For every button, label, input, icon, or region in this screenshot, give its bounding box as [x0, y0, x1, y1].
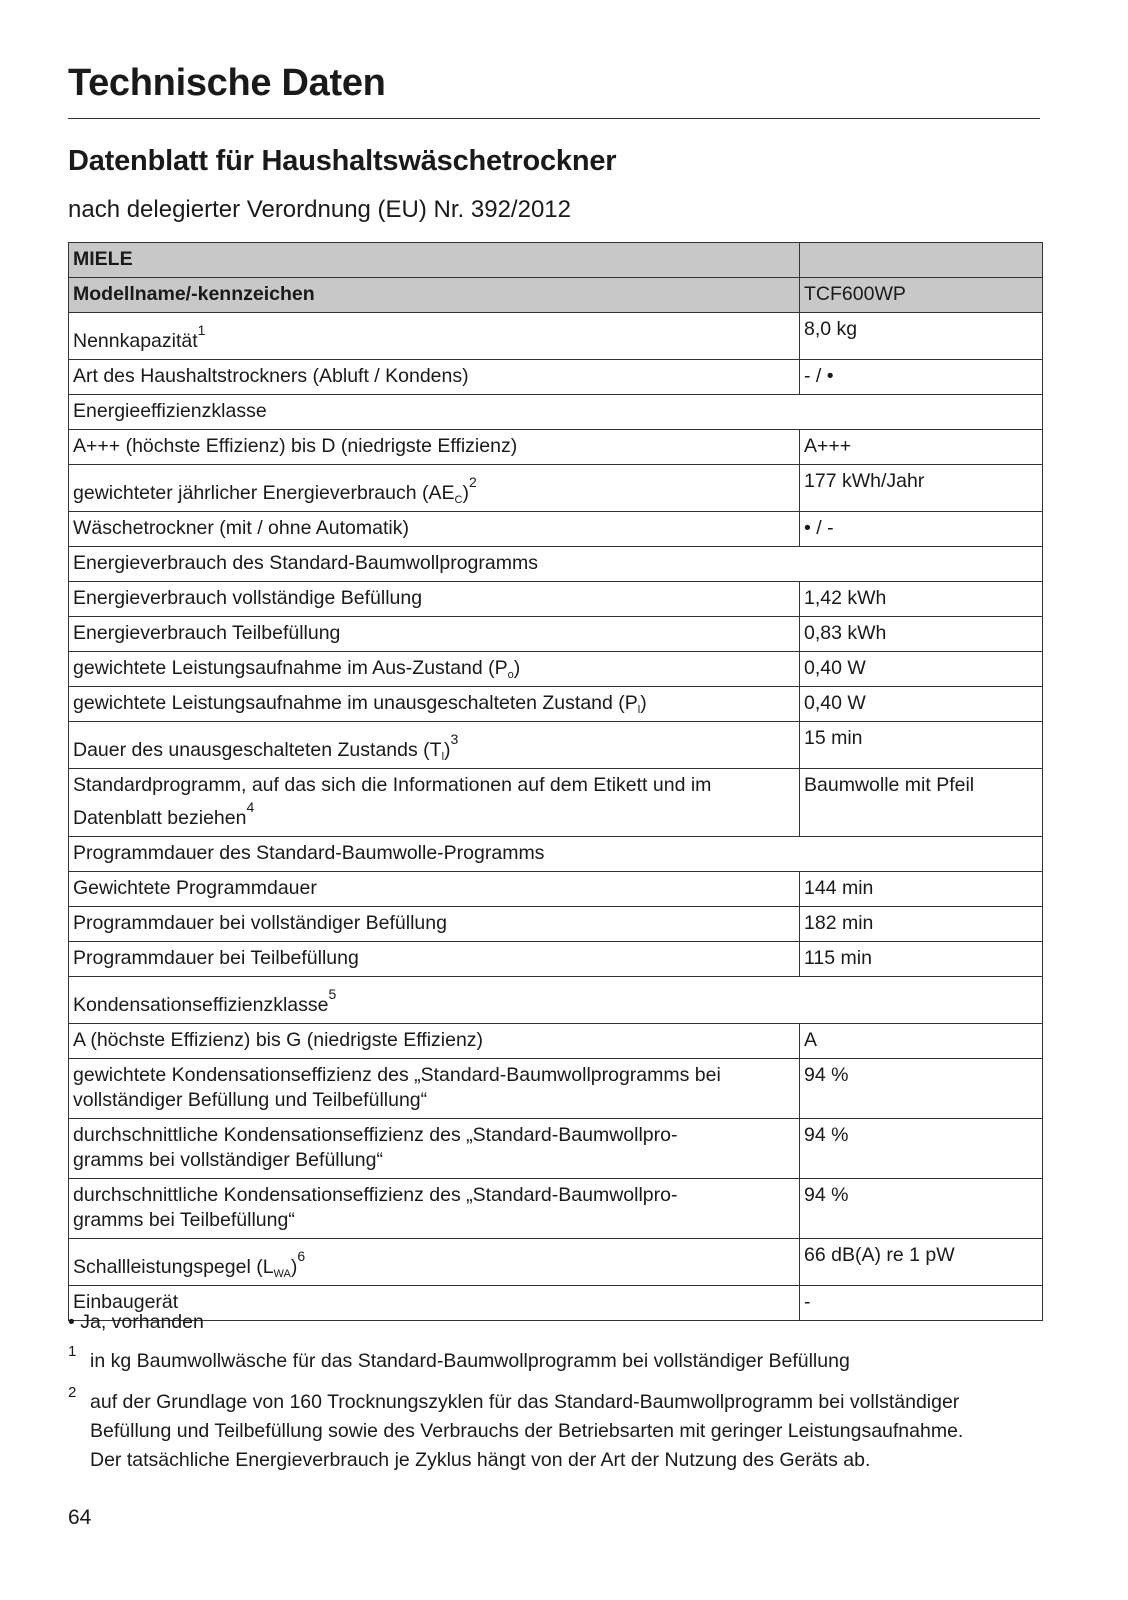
group-label: Programmdauer des Standard-Baumwolle-Programms	[69, 837, 1043, 872]
footnote-text: auf der Grundlage von 160 Trocknungszyklen für das Standard-Baumwollprogramm bei vollständiger	[90, 1391, 960, 1413]
datasheet-table	[68, 242, 1043, 1321]
table-row	[69, 872, 1043, 907]
footnote-ref: 4	[246, 799, 255, 815]
row-value: 66 dB(A) re 1 pW	[800, 1239, 1043, 1286]
table-row	[69, 313, 1043, 360]
footnotes	[68, 1308, 1040, 1475]
footnote-ref: 1	[197, 322, 206, 338]
row-value: Baumwolle mit Pfeil	[800, 769, 1043, 837]
row-label: gewichtete Kondensationseffizienz des „Standard-Baumwollprogramms bei	[73, 1064, 721, 1086]
row-label: durchschnittliche Kondensationseffizienz des „Standard-Baumwollpro-	[73, 1184, 678, 1206]
table-row	[69, 582, 1043, 617]
subscript: o	[507, 669, 514, 681]
model-label: Modellname/-kennzeichen	[69, 278, 800, 313]
row-label: gramms bei vollständiger Befüllung“	[73, 1149, 383, 1171]
footnote-text: Der tatsächliche Energieverbrauch je Zyklus hängt von der Art der Nutzung des Geräts ab.	[90, 1449, 871, 1471]
table-row: gewichtete Leistungsaufnahme im Aus-Zustand $(P_o)$ 0,40 W	[69, 652, 1043, 687]
row-value: • / -	[800, 512, 1043, 547]
row-label: Standardprogramm, auf das sich die Informationen auf dem Etikett und im	[73, 774, 712, 796]
footnote-text: in kg Baumwollwäsche für das Standard-Baumwollprogramm bei vollständiger Befüllung	[90, 1350, 850, 1372]
table-row-group	[69, 547, 1043, 582]
table-row	[69, 1179, 1043, 1239]
table-row	[69, 430, 1043, 465]
row-label: Energieverbrauch Teilbefüllung	[69, 617, 800, 652]
table-row	[69, 942, 1043, 977]
row-label: gewichtete Leistungsaufnahme im unausgeschalteten Zustand (P	[73, 692, 638, 714]
row-value: 94 %	[800, 1179, 1043, 1239]
row-label: Wäschetrockner (mit / ohne Automatik)	[69, 512, 800, 547]
table-row-group	[69, 977, 1043, 1024]
brand-value-cell	[800, 243, 1043, 278]
row-value: A+++	[800, 430, 1043, 465]
row-value: 0,40 W	[800, 652, 1043, 687]
row-label: gewichteter jährlicher Energieverbrauch (AE	[73, 482, 455, 504]
group-label: Kondensationseffizienzklasse	[73, 994, 329, 1016]
table-row-group	[69, 395, 1043, 430]
footnote-ref: 6	[297, 1248, 306, 1264]
row-value: 94 %	[800, 1119, 1043, 1179]
row-label: Datenblatt beziehen	[73, 807, 247, 829]
row-label: Energieverbrauch vollständige Befüllung	[69, 582, 800, 617]
row-label: Programmdauer bei vollständiger Befüllung	[69, 907, 800, 942]
row-value: 177 kWh/Jahr	[800, 465, 1043, 512]
table-row	[69, 617, 1043, 652]
group-label: Energieeffizienzklasse	[69, 395, 1043, 430]
table-row	[69, 512, 1043, 547]
page-title: Technische Daten	[68, 62, 386, 104]
row-value: A	[800, 1024, 1043, 1059]
row-label: A+++ (höchste Effizienz) bis D (niedrigste Effizienz)	[69, 430, 800, 465]
row-label: Dauer des unausgeschalteten Zustands (T	[73, 739, 442, 761]
row-label: Gewichtete Programmdauer	[69, 872, 800, 907]
table-row	[69, 1119, 1043, 1179]
table-row-group	[69, 837, 1043, 872]
row-value: 144 min	[800, 872, 1043, 907]
table-row: gewichteter jährlicher Energieverbrauch $(AE_C)^2$ 177 kWh/Jahr	[69, 465, 1043, 512]
row-label: Programmdauer bei Teilbefüllung	[69, 942, 800, 977]
section-title: Datenblatt für Haushaltswäschetrockner	[68, 145, 617, 177]
row-value: 182 min	[800, 907, 1043, 942]
table-row: Dauer des unausgeschalteten Zustands $(T_l)^3$ 15 min	[69, 722, 1043, 769]
footnote-1	[68, 1343, 1040, 1376]
row-label: Schallleistungspegel (L	[73, 1256, 274, 1278]
row-label: Art des Haushaltstrockners (Abluft / Kondens)	[69, 360, 800, 395]
row-value: 94 %	[800, 1059, 1043, 1119]
table-row-model	[69, 278, 1043, 313]
brand-cell: MIELE	[69, 243, 800, 278]
title-divider	[68, 118, 1040, 119]
row-value: 8,0 kg	[800, 313, 1043, 360]
row-value: 115 min	[800, 942, 1043, 977]
table-row	[69, 1024, 1043, 1059]
table-row: Schallleistungspegel $(L_{WA})^6$ 66 dB(A) re 1 pW	[69, 1239, 1043, 1286]
row-value: 15 min	[800, 722, 1043, 769]
legend-note: • Ja, vorhanden	[68, 1311, 204, 1333]
row-label: vollständiger Befüllung und Teilbefüllung“	[73, 1089, 428, 1111]
page-number: 64	[68, 1506, 92, 1529]
row-value: 0,83 kWh	[800, 617, 1043, 652]
row-label: Einbaugerät	[69, 1286, 800, 1321]
row-value: 0,40 W	[800, 687, 1043, 722]
row-value: -	[800, 1286, 1043, 1321]
row-label: gramms bei Teilbefüllung“	[73, 1209, 295, 1231]
group-label: Energieverbrauch des Standard-Baumwollprogramms	[69, 547, 1043, 582]
model-value: TCF600WP	[800, 278, 1043, 313]
section-subtitle: nach delegierter Verordnung (EU) Nr. 392/2012	[68, 196, 571, 223]
footnote-number: 1	[68, 1343, 77, 1360]
subscript: l	[637, 704, 641, 716]
subscript: C	[454, 494, 463, 506]
row-label: durchschnittliche Kondensationseffizienz des „Standard-Baumwollpro-	[73, 1124, 678, 1146]
subscript: WA	[273, 1268, 291, 1280]
subscript: l	[441, 751, 445, 763]
table-row	[69, 769, 1043, 837]
row-label: gewichtete Leistungsaufnahme im Aus-Zustand (P	[73, 657, 508, 679]
table-row	[69, 360, 1043, 395]
table-row	[69, 1059, 1043, 1119]
row-label: Nennkapazität	[73, 330, 198, 352]
table-row-brand	[69, 243, 1043, 278]
footnote-2	[68, 1384, 1040, 1475]
row-value: 1,42 kWh	[800, 582, 1043, 617]
row-label: A (höchste Effizienz) bis G (niedrigste Effizienz)	[69, 1024, 800, 1059]
table-row: gewichtete Leistungsaufnahme im unausgeschalteten Zustand $(P_l)$ 0,40 W	[69, 687, 1043, 722]
footnote-ref: 2	[468, 474, 477, 490]
footnote-number: 2	[68, 1384, 77, 1401]
footnote-ref: 5	[328, 986, 337, 1002]
row-value: - / •	[800, 360, 1043, 395]
table-row	[69, 907, 1043, 942]
footnote-text: Befüllung und Teilbefüllung sowie des Verbrauchs der Betriebsarten mit geringer Leistungsaufnahme.	[90, 1420, 964, 1442]
footnote-ref: 3	[450, 731, 459, 747]
